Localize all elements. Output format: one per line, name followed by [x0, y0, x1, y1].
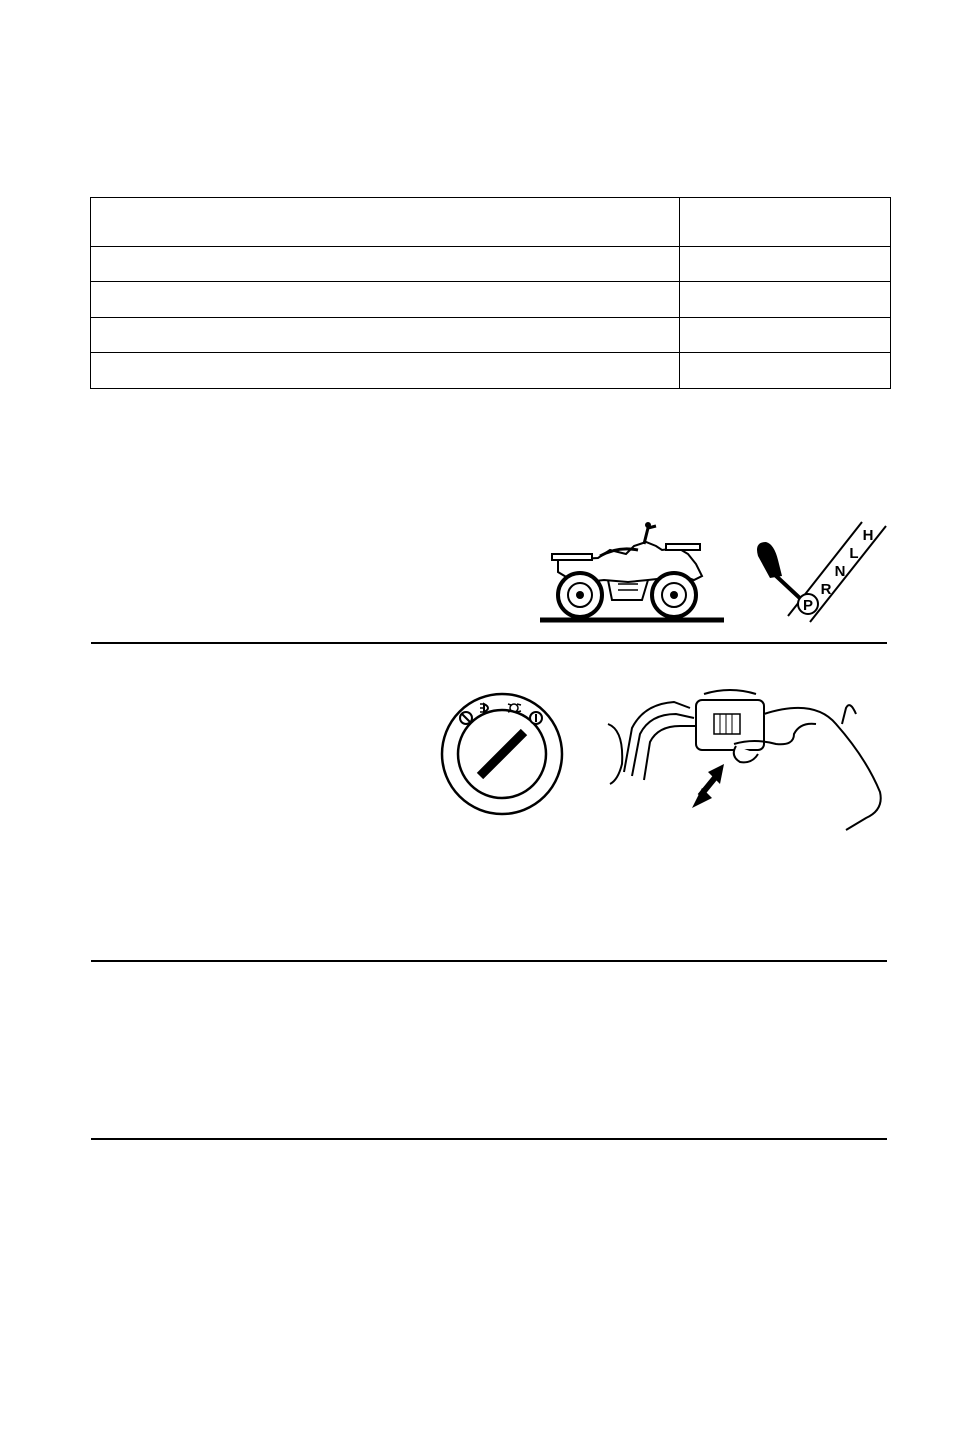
- hand-switch-icon: [604, 684, 886, 832]
- table-cell: [680, 353, 891, 389]
- table-row: [91, 353, 891, 389]
- shift-lever-icon: [752, 516, 890, 626]
- gear-label-l: L: [849, 545, 859, 562]
- gear-label-h: H: [862, 527, 874, 544]
- table-cell: [680, 282, 891, 318]
- shift-lever-park-illustration: [752, 516, 890, 626]
- atv-on-level-ground-illustration: [538, 520, 728, 626]
- table-cell: [91, 317, 680, 353]
- table-row: [91, 246, 891, 282]
- table-cell: [91, 246, 680, 282]
- table-cell: [91, 282, 680, 318]
- table-cell: [680, 317, 891, 353]
- table-header-cell: [91, 198, 680, 247]
- gear-label-p: P: [802, 597, 814, 614]
- section-divider: [91, 1138, 887, 1140]
- spec-table: [90, 197, 891, 389]
- table-cell: [680, 246, 891, 282]
- table-cell: [91, 353, 680, 389]
- atv-icon: [538, 520, 728, 626]
- gear-label-r: R: [820, 581, 832, 598]
- hand-operating-switch-illustration: [604, 684, 886, 832]
- section-divider: [91, 960, 887, 962]
- table-row: [91, 317, 891, 353]
- ignition-switch-illustration: [438, 688, 566, 818]
- gear-label-n: N: [834, 563, 846, 580]
- ignition-key-icon: [438, 688, 566, 818]
- table-header-row: [91, 198, 891, 247]
- table-row: [91, 282, 891, 318]
- section-divider: [91, 642, 887, 644]
- table-header-cell: [680, 198, 891, 247]
